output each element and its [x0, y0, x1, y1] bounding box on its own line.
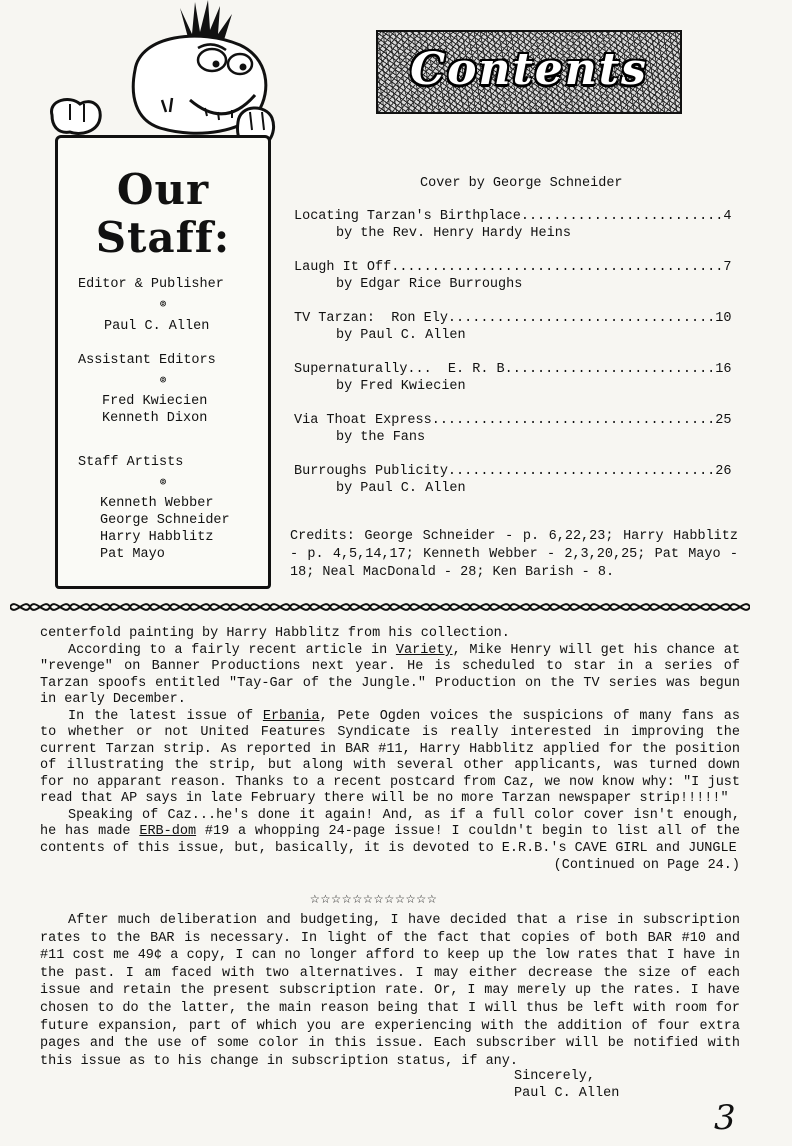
contents-banner — [376, 30, 682, 114]
editor-heading: Editor & Publisher — [78, 277, 224, 292]
publication-title: Erbania — [262, 709, 320, 724]
signature-name: Paul C. Allen — [514, 1086, 620, 1101]
ornamental-divider — [10, 596, 750, 618]
body-paragraph — [40, 808, 740, 857]
body-text: centerfold painting by Harry Habblitz from his collection. — [40, 626, 510, 641]
art-credits: Credits: George Schneider - p. 6,22,23; Harry Habblitz - p. 4,5,14,17; Kenneth Webber - 2,3,20,25; Pat Mayo - 18; Neal MacDonald - 28; Ken Barish - 8. — [290, 529, 738, 580]
bullet-icon: ⊚ — [159, 375, 167, 387]
star-separator: ☆☆☆☆☆☆☆☆☆☆☆☆ — [310, 890, 438, 908]
toc-item — [294, 361, 744, 395]
toc-author: by Edgar Rice Burroughs — [336, 277, 523, 292]
body-paragraph — [40, 643, 740, 709]
toc-author: by the Fans — [336, 430, 426, 445]
toc-title-line: Locating Tarzan's Birthplace.........................4 — [294, 209, 732, 224]
body-text: After much deliberation and budgeting, I have decided that a rise in subscription rates to the BAR is necessary. In light of the fact that copies of both BAR #10 and #11 cost me 49¢ a copy, I can no longer afford to keep up the low rates that I have in the past. I am faced with two alternatives. I may either decrease the size of each issue and retain the present subscription rate. Or, I may merely up the rates. I have chosen to do the latter, the main reason being that I will thus be left with room for future expansion, part of which you are experiencing with the addition of four extra pages and the use of some color in this issue. Each subscriber will be notified with this issue as to his change in subscription status, if any. — [40, 913, 740, 1069]
body-text: Speaking of Caz...he's done it again! And, as if a full color cover isn't enough, he has made — [40, 808, 740, 840]
body-text: , Mike Henry will get his chance at "revenge" on Banner Productions next year. He is scheduled to star in a series of Tarzan spoofs entitled "Tay-Gar of the Jungle." Production on the TV series was begun in early December. — [40, 643, 740, 708]
toc-title-line: TV Tarzan: Ron Ely.................................10 — [294, 311, 732, 326]
contents-banner-title: Contents — [410, 44, 648, 95]
toc-author: by Paul C. Allen — [336, 328, 466, 343]
toc-author: by the Rev. Henry Hardy Heins — [336, 226, 571, 241]
staff-sign — [55, 135, 271, 589]
toc-item — [294, 463, 744, 497]
staff-title-line1: Our — [116, 165, 210, 214]
bullet-icon: ⊚ — [159, 299, 167, 311]
body-text: In the latest issue of — [68, 709, 263, 724]
assistant-editor-name: Kenneth Dixon — [102, 411, 208, 426]
editor-name: Paul C. Allen — [104, 319, 210, 334]
staff-artist-name: Pat Mayo — [100, 547, 165, 562]
closing: Sincerely, — [514, 1069, 596, 1084]
publication-title: ERB-dom — [139, 824, 197, 840]
staff-artist-name: Harry Habblitz — [100, 530, 214, 545]
body-paragraph — [40, 709, 740, 807]
toc-item — [294, 259, 744, 293]
body-text: , Pete Ogden voices the suspicions of many fans as to whether or not United Features Syndicate is really interested in improving the current Tarzan strip. As reported in BAR #11, Harry Habblitz applied for the position of illustrating the strip, but along with several other applicants, was turned down for no apparant reason. Thanks to a recent postcard from Caz, we now know why: "I just read that AP says in late February there will be no more Tarzan newspaper strip!!!!!" — [40, 709, 740, 807]
assistant-editors-heading: Assistant Editors — [78, 353, 216, 368]
publication-title: Variety — [395, 643, 453, 658]
toc-author: by Paul C. Allen — [336, 481, 466, 496]
staff-artists-heading: Staff Artists — [78, 455, 184, 470]
body-text: #19 a whopping 24-page issue! I couldn't begin to list all of the contents of this issue, but, basically, it is devoted to E.R.B.'s CAVE GIRL and JUNGLE — [40, 824, 741, 856]
staff-artist-name: George Schneider — [100, 513, 230, 528]
signature-block — [514, 1068, 619, 1102]
staff-title-line2: Staff: — [95, 213, 231, 262]
assistant-editor-name: Fred Kwiecien — [102, 394, 208, 409]
staff-artist-name: Kenneth Webber — [100, 496, 214, 511]
body-text: According to a fairly recent article in — [68, 643, 396, 658]
toc-author: by Fred Kwiecien — [336, 379, 466, 394]
toc-item — [294, 412, 744, 446]
bullet-icon: ⊚ — [159, 477, 167, 489]
toc-title-line: Via Thoat Express...................................25 — [294, 413, 732, 428]
toc-title-line: Laugh It Off.........................................7 — [294, 260, 732, 275]
body-paragraph — [40, 626, 740, 642]
toc-item — [294, 310, 744, 344]
staff-title — [58, 166, 268, 262]
cover-credit: Cover by George Schneider — [420, 176, 623, 191]
toc-title-line: Supernaturally... E. R. B..........................16 — [294, 362, 732, 377]
subscription-notice — [40, 912, 740, 1070]
toc-item — [294, 208, 744, 242]
page-number: 3 — [714, 1098, 736, 1138]
continued-note: (Continued on Page 24.) — [553, 858, 740, 873]
toc-title-line: Burroughs Publicity.................................26 — [294, 464, 732, 479]
